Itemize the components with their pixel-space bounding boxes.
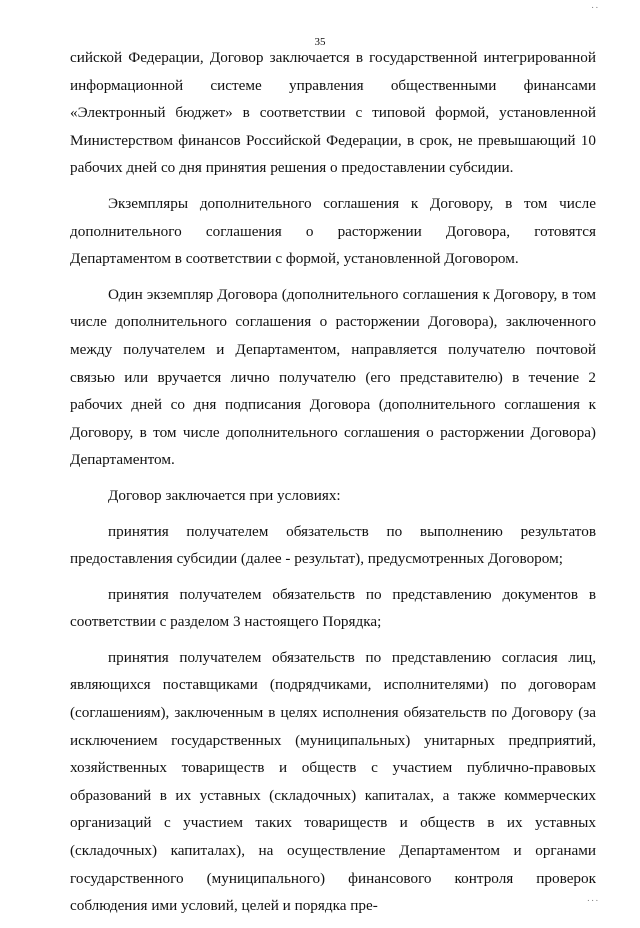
scan-mark-top: .. [591,0,600,10]
scan-mark-bottom: ... [587,893,600,903]
paragraph-copies: Экземпляры дополнительного соглашения к Договору, в том числе дополнительного соглашения о расторжении Договора, готовятся Департаментом в соответствии с формой, установленной Договором. [70,194,596,268]
paragraph-conditions-intro: Договор заключается при условиях: [108,486,341,504]
paragraph-condition-consent: принятия получателем обязательств по представлению согласия лиц, являющихся поставщиками (подрядчиками, исполнителями) по договорам (соглашениям), заключенным в целях исполнения обязательств по Договору (за исключением государственных (муниципальных) унитарных предприятий, хозяйственных товариществ и обществ с участием публично-правовых образований в их уставных (складочных) капиталах, а также коммерческих организаций с участием таких товариществ и обществ в их уставных (складочных) капиталах), на осуществление Департаментом и органами государственного (муниципального) финансового контроля проверок соблюдения ими условий, целей и порядка пре- [70,648,596,915]
document-body [70,44,596,928]
page-number: 35 [314,36,326,48]
paragraph-condition-documents: принятия получателем обязательств по представлению документов в соответствии с разделом 3 настоящего Порядка; [70,585,596,631]
paragraph-delivery: Один экземпляр Договора (дополнительного соглашения к Договору, в том числе дополнительного соглашения о расторжении Договора), заключенного между получателем и Департаментом, направляется получателю почтовой связью или вручается лично получателю (его представителю) в течение 2 рабочих дней со дня подписания Договора (дополнительного соглашения к Договору, в том числе дополнительного соглашения о расторжении Договора) Департаментом. [70,285,596,469]
paragraph-continuation: сийской Федерации, Договор заключается в государственной интегрированной информационной системе управления общественными финансами «Электронный бюджет» в соответствии с типовой формой, установленной Министерством финансов Российской Федерации, в срок, не превышающий 10 рабочих дней со дня принятия решения о предоставлении субсидии. [70,49,596,177]
paragraph-condition-results: принятия получателем обязательств по выполнению результатов предоставления субсидии (далее - результат), предусмотренных Договором; [70,522,596,568]
